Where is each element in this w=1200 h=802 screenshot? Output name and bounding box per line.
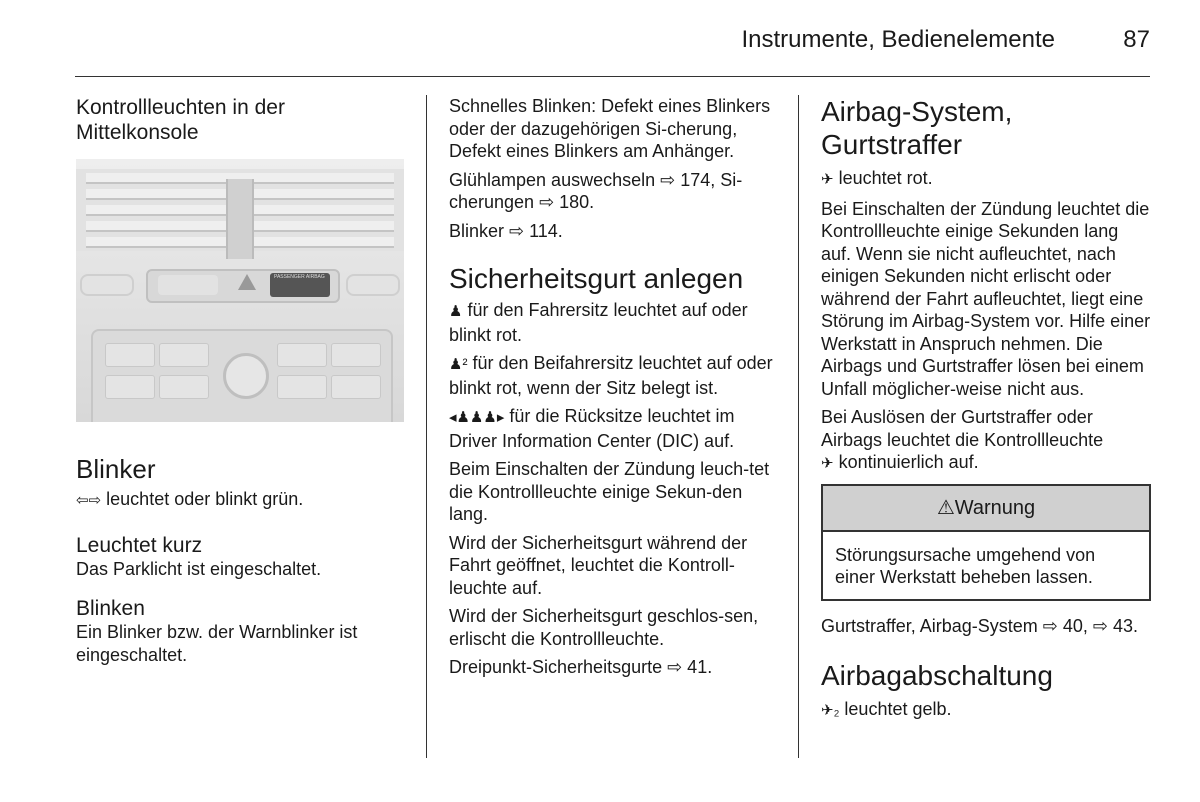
- volume-knob: [223, 353, 269, 399]
- leuchtet-kurz-text: Das Parklicht ist eingeschaltet.: [76, 558, 322, 579]
- airbag-yellow-text: leuchtet gelb.: [844, 699, 952, 719]
- radio-console: [91, 329, 393, 422]
- paragraph-gurtstraffer-ref: Gurtstraffer, Airbag-System ⇨ 40, ⇨ 43.: [821, 615, 1138, 636]
- lock-button: [158, 275, 218, 295]
- paragraph-schnelles-blinken: Schnelles Blinken: Defekt eines Blinkers oder der dazugehörigen Si-cherung, Defekt eines Blinkers am Anhänger.: [449, 96, 771, 161]
- paragraph-ausloesen: Bei Auslösen der Gurtstraffer oder Airbags leuchtet die Kontrollleuchte: [821, 407, 1104, 450]
- passenger-airbag-indicator: PASSENGER AIRBAG: [270, 273, 330, 297]
- seatbelt-rear-icon: ◂♟♟♟▸: [449, 409, 505, 426]
- column-divider-2: [798, 95, 799, 758]
- paragraph-geschlossen: Wird der Sicherheitsgurt geschlos-sen, erlischt die Kontrollleuchte.: [449, 606, 759, 649]
- warning-text: Störungsursache umgehend von einer Werkstatt beheben lassen.: [835, 544, 1096, 587]
- seatbelt-passenger-text: für den Beifahrersitz leuchtet auf oder blinkt rot, wenn der Sitz belegt ist.: [449, 353, 773, 398]
- section-heading-airbag-system: Airbag-System, Gurtstraffer: [821, 96, 1013, 160]
- hazard-icon: [238, 274, 256, 290]
- section-heading-mittelkonsole: Kontrollleuchten in der Mittelkonsole: [76, 96, 285, 144]
- header-title: Instrumente, Bedienelemente: [741, 26, 1055, 53]
- paragraph-airbag-zuendung: Bei Einschalten der Zündung leuchtet die Kontrollleuchte einige Sekunden lang auf. Wenn sie nicht aufleuchtet, nach einigen Sekunden nicht erlischt oder während der Fahrt aufleuchtet, liegt eine Störung im Airbag-System vor. Hilfe einer Werkstatt in Anspruch nehmen. Die Airbags und Gurtstraffer lösen bei einem Unfall möglicher-weise nicht aus.: [821, 198, 1151, 399]
- section-heading-airbagabschaltung: Airbagabschaltung: [821, 660, 1053, 691]
- section-heading-sicherheitsgurt: Sicherheitsgurt anlegen: [449, 263, 744, 294]
- paragraph-dreipunkt: Dreipunkt-Sicherheitsgurte ⇨ 41.: [449, 657, 713, 677]
- page-header: [75, 24, 1150, 77]
- center-console-photo: [76, 159, 404, 422]
- blinken-text: Ein Blinker bzw. der Warnblinker ist eingeschaltet.: [76, 622, 358, 665]
- seatbelt-rear-text: für die Rücksitze leuchtet im Driver Information Center (DIC) auf.: [449, 406, 735, 451]
- page-number: 87: [1123, 26, 1150, 53]
- seatbelt-driver-text: für den Fahrersitz leuchtet auf oder blinkt rot.: [449, 300, 748, 345]
- seatbelt-passenger-icon: ♟²: [449, 356, 468, 373]
- paragraph-blinker-ref: Blinker ⇨ 114.: [449, 220, 563, 241]
- paragraph-zuendung: Beim Einschalten der Zündung leuch-tet die Kontrollleuchte einige Sekun-den lang.: [449, 459, 770, 524]
- paragraph-kontinuierlich: kontinuierlich auf.: [838, 452, 979, 472]
- column-left: [76, 95, 406, 672]
- subheading-leuchtet-kurz: Leuchtet kurz: [76, 533, 203, 557]
- paragraph-gluehlampen: Glühlampen auswechseln ⇨ 174, Si-cherungen ⇨ 180.: [449, 169, 743, 212]
- indicator-button-bar: [146, 269, 340, 303]
- warning-title: ⚠Warnung: [823, 486, 1149, 532]
- column-middle: [449, 95, 781, 685]
- column-divider-1: [426, 95, 427, 758]
- airbag-icon-inline: ✈: [821, 455, 834, 472]
- airbag-off-icon: ✈₂: [821, 702, 840, 719]
- vent-divider: [226, 179, 254, 259]
- airbag-icon: ✈: [821, 171, 834, 188]
- blinker-text: leuchtet oder blinkt grün.: [106, 489, 304, 509]
- warning-box: [821, 484, 1151, 601]
- turn-signal-icon: ⇦⇨: [76, 492, 102, 509]
- section-heading-blinker: Blinker: [76, 454, 156, 484]
- seatbelt-driver-icon: ♟: [449, 303, 463, 320]
- side-button-right: [346, 274, 400, 296]
- airbag-red-text: leuchtet rot.: [838, 168, 933, 188]
- paragraph-geoeffnet: Wird der Sicherheitsgurt während der Fahrt geöffnet, leuchtet die Kontroll-leuchte auf.: [449, 532, 748, 598]
- subheading-blinken: Blinken: [76, 597, 145, 620]
- column-right: [821, 95, 1151, 729]
- side-button-left: [80, 274, 134, 296]
